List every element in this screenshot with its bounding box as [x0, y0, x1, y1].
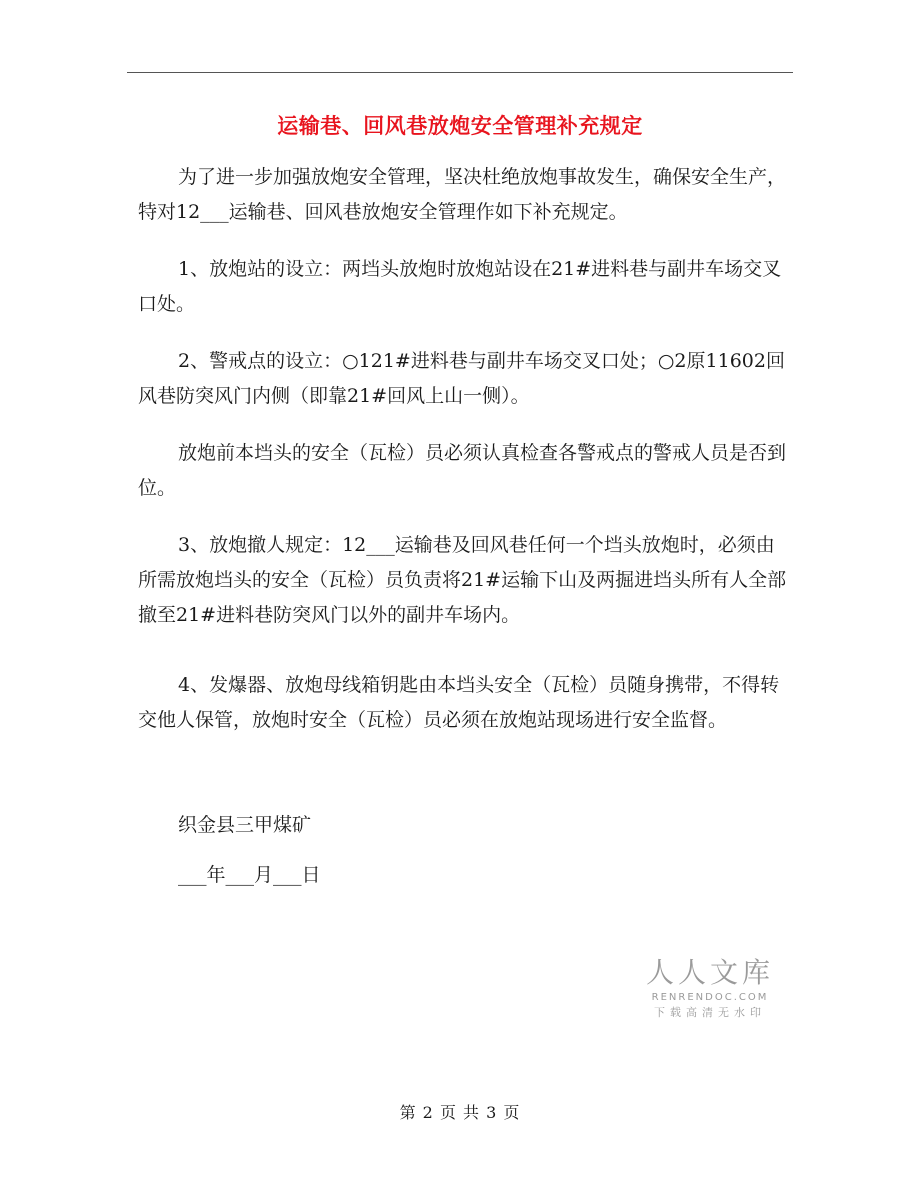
header-rule [127, 72, 793, 73]
date-line: ___年___月___日 [178, 864, 321, 886]
paragraph-item-2: 2、警戒点的设立：○121#进料巷与副井车场交叉口处；○2原11602回风巷防突风门内侧（即靠21#回风上山一侧）。 [138, 350, 785, 407]
watermark-domain: RENRENDOC.COM [651, 992, 769, 1003]
watermark-logo: 人人文库 [645, 956, 774, 989]
watermark-tagline: 下载高清无水印 [654, 1006, 766, 1019]
paragraph-checklist: 放炮前本垱头的安全（瓦检）员必须认真检查各警戒点的警戒人员是否到位。 [138, 442, 787, 499]
watermark [640, 955, 780, 1021]
page-footer: 第 2 页 共 3 页 [399, 1103, 521, 1122]
document-title: 运输巷、回风巷放炮安全管理补充规定 [277, 113, 643, 138]
signature-org: 织金县三甲煤矿 [178, 814, 312, 836]
paragraph-intro: 为了进一步加强放炮安全管理，坚决杜绝放炮事故发生，确保安全生产，特对12___运输巷、回风巷放炮安全管理作如下补充规定。 [138, 166, 787, 223]
paragraph-item-1: 1、放炮站的设立：两垱头放炮时放炮站设在21#进料巷与副井车场交叉口处。 [138, 258, 782, 315]
paragraph-item-3: 3、放炮撤人规定：12___运输巷及回风巷任何一个垱头放炮时，必须由所需放炮垱头的安全（瓦检）员负责将21#运输下山及两掘进垱头所有人全部撤至21#进料巷防突风门以外的副井车场内。 [138, 534, 787, 626]
paragraph-item-4: 4、发爆器、放炮母线箱钥匙由本垱头安全（瓦检）员随身携带，不得转交他人保管，放炮时安全（瓦检）员必须在放炮站现场进行安全监督。 [138, 674, 780, 731]
